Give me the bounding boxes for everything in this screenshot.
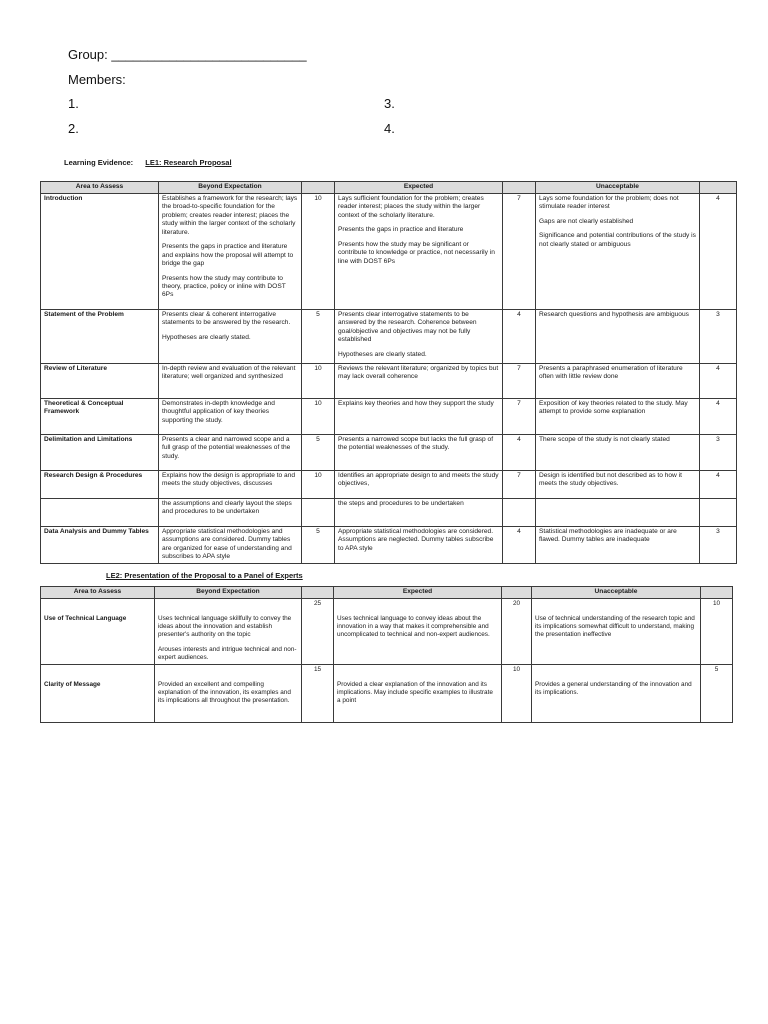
le1-expected-score: 4 bbox=[503, 435, 536, 471]
le1-expected-text: Reviews the relevant literature; organized by topics but may lack overall coherence bbox=[338, 365, 499, 381]
le2-header-beyond: Beyond Expectation bbox=[155, 587, 302, 599]
le1-unacceptable-score: 3 bbox=[700, 527, 737, 564]
le1-area-cell: Review of Literature bbox=[41, 364, 159, 399]
le1-area-cell: Delimitation and Limitations bbox=[41, 435, 159, 471]
le1-header-beyond: Beyond Expectation bbox=[159, 182, 302, 194]
le2-beyond-score: 25 bbox=[302, 599, 334, 665]
le1-area-cell: Statement of the Problem bbox=[41, 310, 159, 364]
le1-beyond-text: Hypotheses are clearly stated. bbox=[162, 333, 251, 341]
le2-unacceptable-text: Provides a general understanding of the innovation and its implications. bbox=[535, 681, 692, 697]
le1-unacceptable-cell bbox=[536, 435, 700, 471]
le1-expected-text: Presents the gaps in practice and literature bbox=[338, 226, 464, 234]
le1-beyond-score: 10 bbox=[302, 364, 335, 399]
le1-header-area: Area to Assess bbox=[41, 182, 159, 194]
learning-evidence-label: Learning Evidence: bbox=[64, 158, 134, 167]
le1-expected-score: 7 bbox=[503, 399, 536, 435]
le1-beyond-score: 10 bbox=[302, 194, 335, 310]
le2-unacceptable-text: Use of technical understanding of the research topic and its implications somewhat difficult to understand, making the presentation ineffective bbox=[535, 615, 695, 639]
le1-beyond-text: Establishes a framework for the research; lays the broad-to-specific foundation for the problem; creates reader interest; places the study within the larger context of the scholarly literature. bbox=[162, 195, 298, 236]
le1-unacceptable-text: Design is identified but not described as to how it meets the study objectives. bbox=[539, 472, 682, 488]
le1-beyond-text: Presents how the study may contribute to theory, practice, policy or inline with DOST 6Ps bbox=[162, 274, 286, 299]
le1-beyond-text: Presents clear & coherent interrogative statements to be answered by the research. bbox=[162, 311, 291, 327]
le1-beyond-text: Explains how the design is appropriate to and meets the study objectives, discusses bbox=[162, 472, 296, 488]
le1-beyond-cell bbox=[159, 435, 302, 471]
le1-unacceptable-score bbox=[700, 499, 737, 527]
le1-header-expected-score bbox=[503, 182, 536, 194]
le2-beyond-text: Arouses interests and intrigue technical and non-expert audiences. bbox=[158, 645, 297, 661]
le1-beyond-score: 5 bbox=[302, 527, 335, 564]
le1-header-row bbox=[41, 182, 737, 194]
le1-row bbox=[41, 435, 737, 471]
le1-header-beyond-score bbox=[302, 182, 335, 194]
le2-expected-text: Uses technical language to convey ideas about the innovation in a way that makes it comprehensible and uncomplicated to technical and non-expert audiences. bbox=[337, 615, 490, 639]
le1-expected-cell bbox=[335, 527, 503, 564]
le1-expected-text: Presents a narrowed scope but lacks the full grasp of the potential weaknesses of the study. bbox=[338, 436, 494, 452]
le1-beyond-score: 10 bbox=[302, 399, 335, 435]
le1-area-cell: Introduction bbox=[41, 194, 159, 310]
le1-beyond-cell bbox=[159, 499, 302, 527]
le1-expected-score: 4 bbox=[503, 527, 536, 564]
member-3-label: 3. bbox=[384, 96, 395, 111]
le1-beyond-cell bbox=[159, 364, 302, 399]
le1-header-unacceptable: Unacceptable bbox=[536, 182, 700, 194]
le2-header-area: Area to Assess bbox=[41, 587, 155, 599]
le1-unacceptable-cell bbox=[536, 527, 700, 564]
le1-beyond-cell bbox=[159, 399, 302, 435]
le1-unacceptable-text: Significance and potential contributions of the study is not clearly stated or ambiguous bbox=[539, 232, 696, 248]
le1-area-cell: Theoretical & Conceptual Framework bbox=[41, 399, 159, 435]
le2-header-unacceptable: Unacceptable bbox=[532, 587, 701, 599]
le1-unacceptable-cell bbox=[536, 194, 700, 310]
le1-row bbox=[41, 471, 737, 499]
le2-beyond-cell bbox=[155, 665, 302, 723]
le1-beyond-text: Appropriate statistical methodologies and assumptions are considered. Dummy tables are organized for ease of understanding and subscribes to APA style bbox=[162, 528, 292, 561]
le1-expected-score bbox=[503, 499, 536, 527]
le2-expected-text: Provided a clear explanation of the innovation and its implications. May include specific examples to illustrate a point bbox=[337, 681, 493, 705]
group-line: Group: ___________________________ bbox=[68, 47, 307, 62]
learning-evidence-heading bbox=[64, 158, 232, 167]
le2-row bbox=[41, 599, 733, 665]
le1-expected-text: Appropriate statistical methodologies are considered. Assumptions are neglected. Dummy tables subscribe to APA style bbox=[338, 528, 494, 552]
le1-beyond-score bbox=[302, 499, 335, 527]
le2-expected-cell bbox=[334, 665, 502, 723]
le2-expected-score: 10 bbox=[502, 665, 532, 723]
le1-unacceptable-text: Lays some foundation for the problem; does not stimulate reader interest bbox=[539, 195, 679, 211]
le1-header-unacceptable-score bbox=[700, 182, 737, 194]
le1-header-expected: Expected bbox=[335, 182, 503, 194]
le1-beyond-score: 10 bbox=[302, 471, 335, 499]
le1-unacceptable-score: 4 bbox=[700, 471, 737, 499]
le1-row bbox=[41, 310, 737, 364]
le1-expected-score: 7 bbox=[503, 364, 536, 399]
le1-row bbox=[41, 499, 737, 527]
le1-expected-cell bbox=[335, 435, 503, 471]
le2-header-unacceptable-score bbox=[701, 587, 733, 599]
le2-header-row bbox=[41, 587, 733, 599]
le1-unacceptable-text: Exposition of key theories related to the study. May attempt to provide some explanation bbox=[539, 400, 688, 416]
le1-unacceptable-cell bbox=[536, 364, 700, 399]
le1-expected-cell bbox=[335, 310, 503, 364]
le1-unacceptable-cell bbox=[536, 471, 700, 499]
le1-expected-cell bbox=[335, 194, 503, 310]
le1-unacceptable-score: 4 bbox=[700, 399, 737, 435]
le1-unacceptable-score: 3 bbox=[700, 310, 737, 364]
le2-unacceptable-score: 10 bbox=[701, 599, 733, 665]
le2-row bbox=[41, 665, 733, 723]
le2-beyond-cell bbox=[155, 599, 302, 665]
le1-row bbox=[41, 527, 737, 564]
le2-title: LE2: Presentation of the Proposal to a Panel of Experts bbox=[106, 571, 303, 580]
le1-expected-score: 4 bbox=[503, 310, 536, 364]
le1-beyond-text: In-depth review and evaluation of the relevant literature; well organized and synthesized bbox=[162, 365, 296, 381]
le2-beyond-text: Uses technical language skillfully to convey the ideas about the innovation and establish presenter's authority on the topic bbox=[158, 615, 292, 639]
le1-unacceptable-cell bbox=[536, 499, 700, 527]
le1-row bbox=[41, 194, 737, 310]
le1-beyond-cell bbox=[159, 310, 302, 364]
le1-area-cell: Research Design & Procedures bbox=[41, 471, 159, 499]
le1-beyond-text: Presents the gaps in practice and literature and explains how the proposal will attempt to bridge the gap bbox=[162, 243, 294, 268]
le1-expected-score: 7 bbox=[503, 471, 536, 499]
le2-expected-score: 20 bbox=[502, 599, 532, 665]
le1-expected-text: Lays sufficient foundation for the problem; creates reader interest; places the study within the larger context of the scholarly literature. bbox=[338, 195, 484, 219]
le1-expected-text: the steps and procedures to be undertaken bbox=[338, 500, 464, 507]
members-label: Members: bbox=[68, 72, 126, 87]
member-2-label: 2. bbox=[68, 121, 79, 136]
le1-beyond-cell bbox=[159, 194, 302, 310]
le2-unacceptable-cell bbox=[532, 599, 701, 665]
le1-unacceptable-text: Research questions and hypothesis are ambiguous bbox=[539, 311, 689, 318]
le2-header-beyond-score bbox=[302, 587, 334, 599]
le1-unacceptable-score: 3 bbox=[700, 435, 737, 471]
le2-area-cell: Use of Technical Language bbox=[41, 599, 155, 665]
le1-expected-cell bbox=[335, 399, 503, 435]
le1-row bbox=[41, 364, 737, 399]
le1-unacceptable-score: 4 bbox=[700, 364, 737, 399]
le1-expected-text: Presents clear interrogative statements to be answered by the research. Coherence between goal/objective and objectives may not be fully established bbox=[338, 311, 477, 344]
le1-beyond-score: 5 bbox=[302, 435, 335, 471]
member-4-label: 4. bbox=[384, 121, 395, 136]
le2-expected-cell bbox=[334, 599, 502, 665]
le1-expected-text: Identifies an appropriate design to and meets the study objectives, bbox=[338, 472, 499, 488]
le1-expected-score: 7 bbox=[503, 194, 536, 310]
le1-expected-cell bbox=[335, 364, 503, 399]
le1-expected-text: Presents how the study may be significant or contribute to knowledge or practice, not necessarily in line with DOST 6Ps bbox=[338, 240, 495, 265]
le1-beyond-text: the assumptions and clearly layout the steps and procedures to be undertaken bbox=[162, 500, 292, 516]
le1-unacceptable-cell bbox=[536, 399, 700, 435]
le1-title: LE1: Research Proposal bbox=[145, 158, 232, 167]
le1-unacceptable-text: Presents a paraphrased enumeration of literature often with little review done bbox=[539, 365, 683, 381]
le2-header-expected-score bbox=[502, 587, 532, 599]
le2-beyond-score: 15 bbox=[302, 665, 334, 723]
le1-beyond-text: Presents a clear and narrowed scope and a full grasp of the potential weaknesses of the study. bbox=[162, 436, 291, 460]
le1-beyond-cell bbox=[159, 527, 302, 564]
le1-area-cell: Data Analysis and Dummy Tables bbox=[41, 527, 159, 564]
le1-unacceptable-text: Statistical methodologies are inadequate or are flawed. Dummy tables are inadequate bbox=[539, 528, 677, 544]
le1-expected-cell bbox=[335, 499, 503, 527]
le1-row bbox=[41, 399, 737, 435]
le1-unacceptable-text: Gaps are not clearly established bbox=[539, 217, 634, 225]
le2-unacceptable-score: 5 bbox=[701, 665, 733, 723]
le1-unacceptable-text: There scope of the study is not clearly stated bbox=[539, 436, 670, 443]
le1-expected-cell bbox=[335, 471, 503, 499]
member-1-label: 1. bbox=[68, 96, 79, 111]
le1-unacceptable-score: 4 bbox=[700, 194, 737, 310]
le1-expected-text: Explains key theories and how they support the study bbox=[338, 400, 494, 407]
le1-rubric-table bbox=[40, 181, 737, 564]
le2-beyond-text: Provided an excellent and compelling explanation of the innovation, its examples and its implications all throughout the presentation. bbox=[158, 681, 291, 705]
le2-unacceptable-cell bbox=[532, 665, 701, 723]
le1-unacceptable-cell bbox=[536, 310, 700, 364]
le1-expected-text: Hypotheses are clearly stated. bbox=[338, 350, 427, 358]
le1-beyond-text: Demonstrates in-depth knowledge and thoughtful application of key theories supporting the study. bbox=[162, 400, 275, 424]
le1-area-cell bbox=[41, 499, 159, 527]
le2-area-cell: Clarity of Message bbox=[41, 665, 155, 723]
le1-beyond-score: 5 bbox=[302, 310, 335, 364]
le1-beyond-cell bbox=[159, 471, 302, 499]
le2-header-expected: Expected bbox=[334, 587, 502, 599]
le2-rubric-table bbox=[40, 586, 733, 723]
